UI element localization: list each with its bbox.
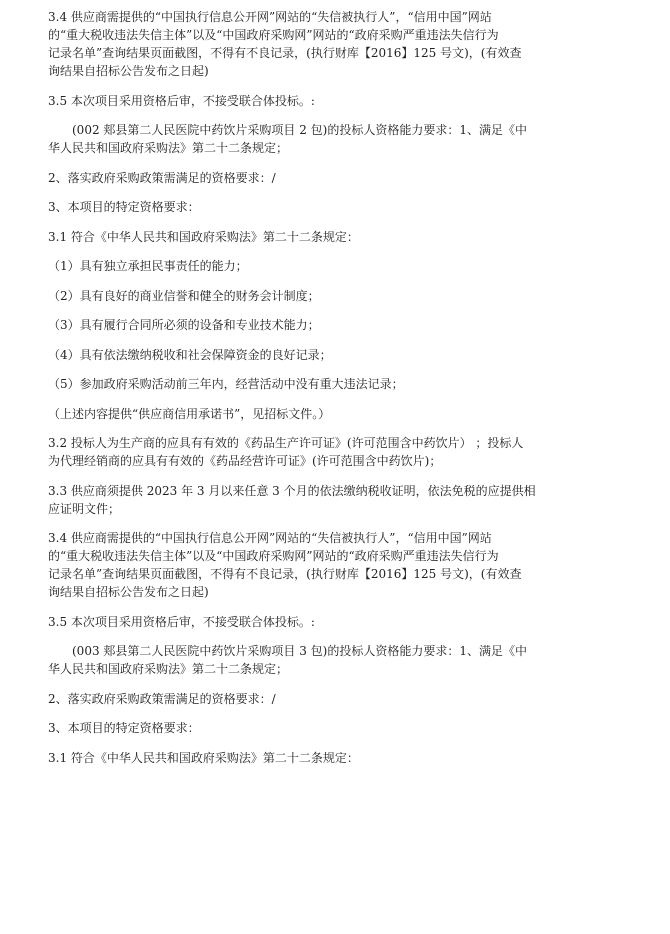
paragraph xyxy=(48,92,652,110)
text-line: 应证明文件； xyxy=(48,501,121,516)
text-line: 记录名单”查询结果页面截图，不得有不良记录，(执行财库【2016】125 号文)，(有效查 xyxy=(48,567,522,581)
paragraph xyxy=(48,642,652,678)
paragraph xyxy=(48,613,652,631)
paragraph xyxy=(48,257,652,275)
text-line: (003 郏县第二人民医院中药饮片采购项目 3 包)的投标人资格能力要求：1、满足《中 xyxy=(72,644,527,658)
document-body xyxy=(48,8,652,767)
text-line: 记录名单”查询结果页面截图，不得有不良记录，(执行财库【2016】125 号文)，(有效查 xyxy=(48,46,522,60)
text-line: 3.1 符合《中华人民共和国政府采购法》第二十二条规定： xyxy=(48,229,359,244)
text-line: 3.5 本次项目采用资格后审，不接受联合体投标。: xyxy=(48,93,315,108)
text-line: （2）具有良好的商业信誉和健全的财务会计制度； xyxy=(48,288,320,303)
text-line: 2、落实政府采购政策需满足的资格要求：/ xyxy=(48,691,276,706)
text-line: （1）具有独立承担民事责任的能力； xyxy=(48,259,248,273)
text-line: 2、落实政府采购政策需满足的资格要求：/ xyxy=(48,170,276,185)
paragraph xyxy=(48,346,652,364)
text-line: 3、本项目的特定资格要求： xyxy=(48,721,200,735)
text-line: 询结果自招标公告发布之日起) xyxy=(48,64,209,78)
text-line: 3.4 供应商需提供的“中国执行信息公开网”网站的“失信被执行人”，“信用中国”网站 xyxy=(48,10,492,24)
text-line: 华人民共和国政府采购法》第二十二条规定； xyxy=(48,141,289,155)
paragraph xyxy=(48,375,652,393)
paragraph xyxy=(48,316,652,334)
paragraph xyxy=(48,287,652,305)
paragraph xyxy=(48,749,652,767)
paragraph xyxy=(48,434,652,470)
text-line: （5）参加政府采购活动前三年内，经营活动中没有重大违法记录； xyxy=(48,377,404,391)
text-line: 的“重大税收违法失信主体”以及“中国政府采购网”网站的“政府采购严重违法失信行为 xyxy=(48,549,499,563)
paragraph xyxy=(48,405,652,423)
text-line: 询结果自招标公告发布之日起) xyxy=(48,585,209,599)
paragraph xyxy=(48,169,652,187)
text-line: 3.5 本次项目采用资格后审，不接受联合体投标。: xyxy=(48,614,315,629)
text-line: 的“重大税收违法失信主体”以及“中国政府采购网”网站的“政府采购严重违法失信行为 xyxy=(48,28,499,42)
paragraph xyxy=(48,482,652,518)
paragraph xyxy=(48,121,652,157)
text-line: 3.3 供应商须提供 2023 年 3 月以来任意 3 个月的依法缴纳税收证明，依法免税的应提供相 xyxy=(48,483,536,498)
text-line: （3）具有履行合同所必须的设备和专业技术能力； xyxy=(48,318,320,332)
paragraph xyxy=(48,8,652,80)
text-line: 为代理经销商的应具有有效的《药品经营许可证》(许可范围含中药饮片)； xyxy=(48,454,442,468)
text-line: (002 郏县第二人民医院中药饮片采购项目 2 包)的投标人资格能力要求：1、满足《中 xyxy=(72,123,527,137)
paragraph xyxy=(48,690,652,708)
text-line: 3.2 投标人为生产商的应具有有效的《药品生产许可证》(许可范围含中药饮片） ；投标人 xyxy=(48,436,524,450)
text-line: （4）具有依法缴纳税收和社会保障资金的良好记录； xyxy=(48,347,332,362)
text-line: 3.4 供应商需提供的“中国执行信息公开网”网站的“失信被执行人”，“信用中国”网站 xyxy=(48,531,492,545)
paragraph xyxy=(48,719,652,737)
paragraph xyxy=(48,198,652,216)
text-line: 3.1 符合《中华人民共和国政府采购法》第二十二条规定： xyxy=(48,750,359,765)
text-line: 华人民共和国政府采购法》第二十二条规定； xyxy=(48,662,289,676)
text-line: （上述内容提供“供应商信用承诺书”，见招标文件。） xyxy=(48,406,331,421)
text-line: 3、本项目的特定资格要求： xyxy=(48,200,200,214)
paragraph xyxy=(48,529,652,601)
paragraph xyxy=(48,228,652,246)
